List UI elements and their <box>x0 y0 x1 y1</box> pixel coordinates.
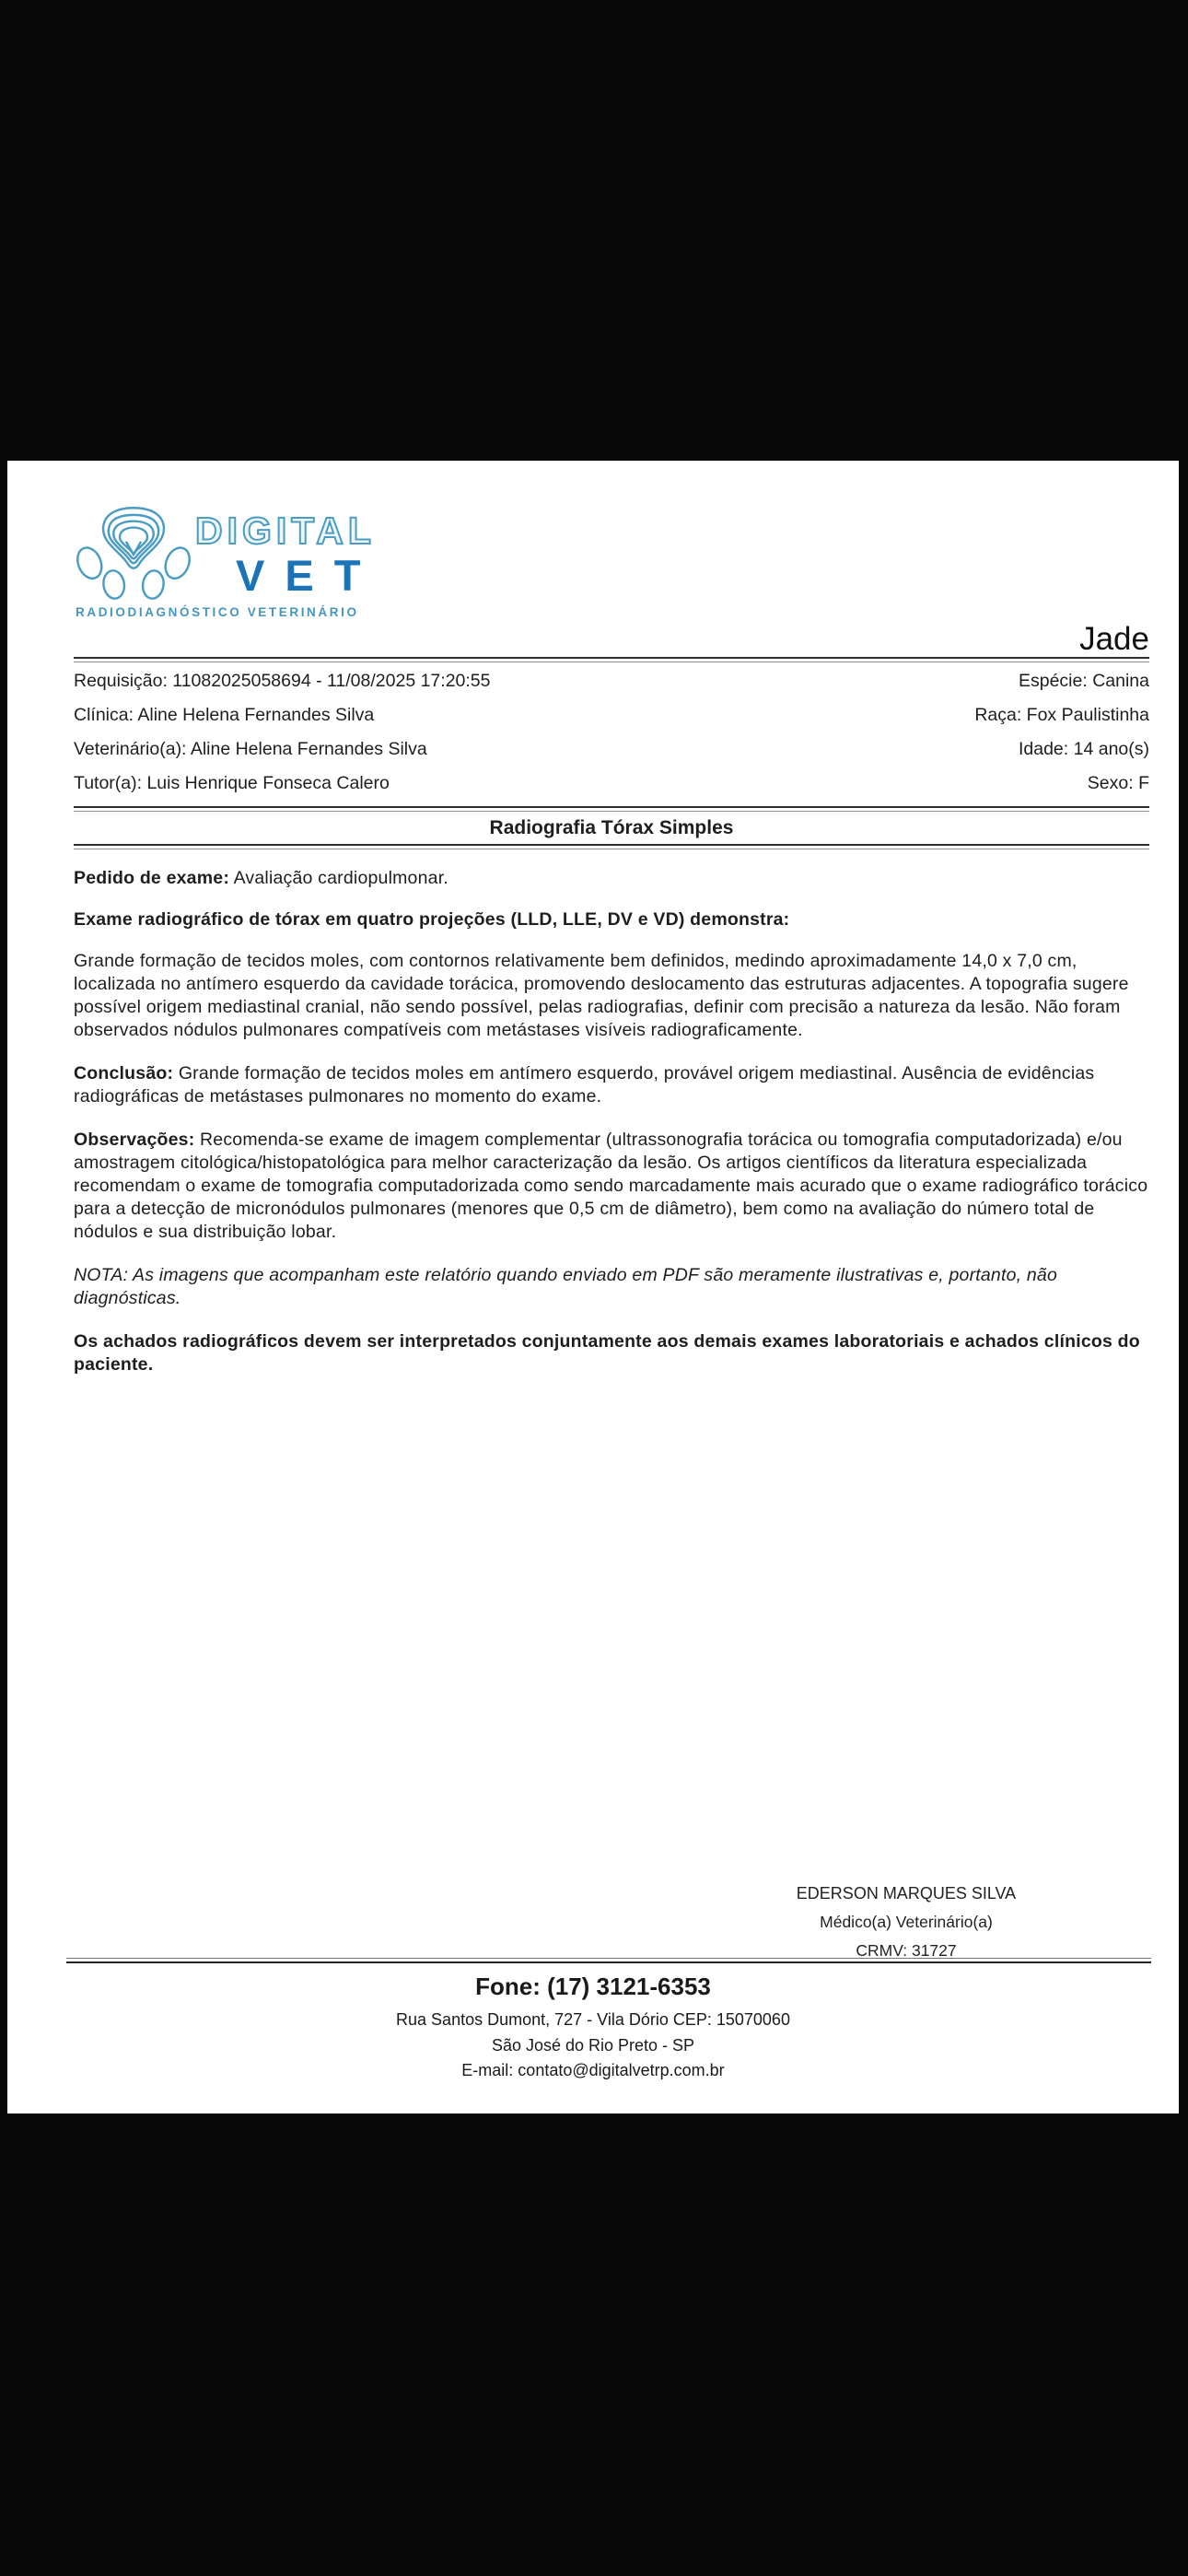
conclusao-label: Conclusão: <box>74 1063 174 1083</box>
exame-heading: Exame radiográfico de tórax em quatro projeções (LLD, LLE, DV e VD) demonstra: <box>74 909 790 930</box>
footer <box>7 1972 1179 2084</box>
field-clinica: Clínica: Aline Helena Fernandes Silva <box>74 705 375 725</box>
patient-info-table <box>74 662 1149 806</box>
findings-paragraph: Grande formação de tecidos moles, com contornos relativamente bem definidos, medindo aproximadamente 14,0 x 7,0 cm, localizada no antímero esquerdo da cavidade torácica, promovendo deslocamento das estruturas adjacentes. A topografia sugere possível origem mediastinal cranial, não sendo possível, pelas radiografias, definir com precisão a natureza da lesão. Não foram observados nódulos pulmonares compatíveis com metástases visíveis radiograficamente. <box>74 951 1129 1040</box>
field-requisicao: Requisição: 11082025058694 - 11/08/2025 17:20:55 <box>74 671 491 691</box>
divider-footer <box>66 1958 1151 1963</box>
exam-title: Radiografia Tórax Simples <box>489 817 734 838</box>
field-sexo: Sexo: F <box>1087 773 1149 793</box>
footer-phone: Fone: (17) 3121-6353 <box>475 1973 711 2000</box>
footer-address: Rua Santos Dumont, 727 - Vila Dório CEP: 15070060 <box>396 2010 790 2029</box>
conclusao-paragraph <box>74 1062 1149 1108</box>
field-especie: Espécie: Canina <box>1018 671 1149 691</box>
patient-name: Jade <box>1079 621 1149 657</box>
signature-crmv: CRMV: 31727 <box>856 1941 957 1960</box>
logo-tagline: RADIODIAGNÓSTICO VETERINÁRIO <box>76 605 359 619</box>
observacoes-label: Observações: <box>74 1130 195 1150</box>
table-row <box>74 698 1149 732</box>
conclusao-text: Grande formação de tecidos moles em antímero esquerdo, provável origem mediastinal. Ausência de evidências radiográficas de metástases pulmonares no momento do exame. <box>74 1063 1095 1107</box>
field-tutor: Tutor(a): Luis Henrique Fonseca Calero <box>74 773 390 793</box>
field-veterinario: Veterinário(a): Aline Helena Fernandes Silva <box>74 739 427 759</box>
field-raca: Raça: Fox Paulistinha <box>974 705 1149 725</box>
observacoes-text: Recomenda-se exame de imagem complementar (ultrassonografia torácica ou tomografia computadorizada) e/ou amostragem citológica/histopatológica para melhor caracterização da lesão. Os artigos científicos da literatura especializada recomendam o exame de tomografia computadorizada como sendo marcadamente mais acurado que o exame radiográfico torácico para a detecção de micronódulos pulmonares (menores que 0,5 cm de diâmetro), bem como na avaliação do número total de nódulos e sua distribuição lobar. <box>74 1130 1148 1242</box>
table-row <box>74 732 1149 767</box>
paw-print-icon <box>74 506 193 602</box>
disclaimer-paragraph: Os achados radiográficos devem ser interpretados conjuntamente aos demais exames laboratoriais e achados clínicos do paciente. <box>74 1331 1140 1375</box>
pedido-value: Avaliação cardiopulmonar. <box>233 868 448 888</box>
divider-title-bottom <box>74 844 1149 849</box>
nota-paragraph: NOTA: As imagens que acompanham este relatório quando enviado em PDF são meramente ilustrativas e, portanto, não diagnósticas. <box>74 1265 1058 1308</box>
footer-city: São José do Rio Preto - SP <box>491 2035 695 2055</box>
field-idade: Idade: 14 ano(s) <box>1018 739 1149 759</box>
table-row <box>74 767 1149 801</box>
pedido-label: Pedido de exame: <box>74 868 230 888</box>
observacoes-paragraph <box>74 1129 1149 1244</box>
clinic-logo <box>74 509 1149 624</box>
logo-word-digital: DIGITAL <box>195 509 376 552</box>
footer-email: E-mail: contato@digitalvetrp.com.br <box>461 2061 725 2079</box>
report-page <box>7 461 1179 2113</box>
signature-name: EDERSON MARQUES SILVA <box>796 1884 1017 1903</box>
pedido-de-exame <box>74 867 1149 890</box>
table-row <box>74 664 1149 698</box>
signature-block <box>713 1879 1100 1965</box>
signature-role: Médico(a) Veterinário(a) <box>820 1913 993 1931</box>
logo-word-vet: VET <box>236 551 381 600</box>
